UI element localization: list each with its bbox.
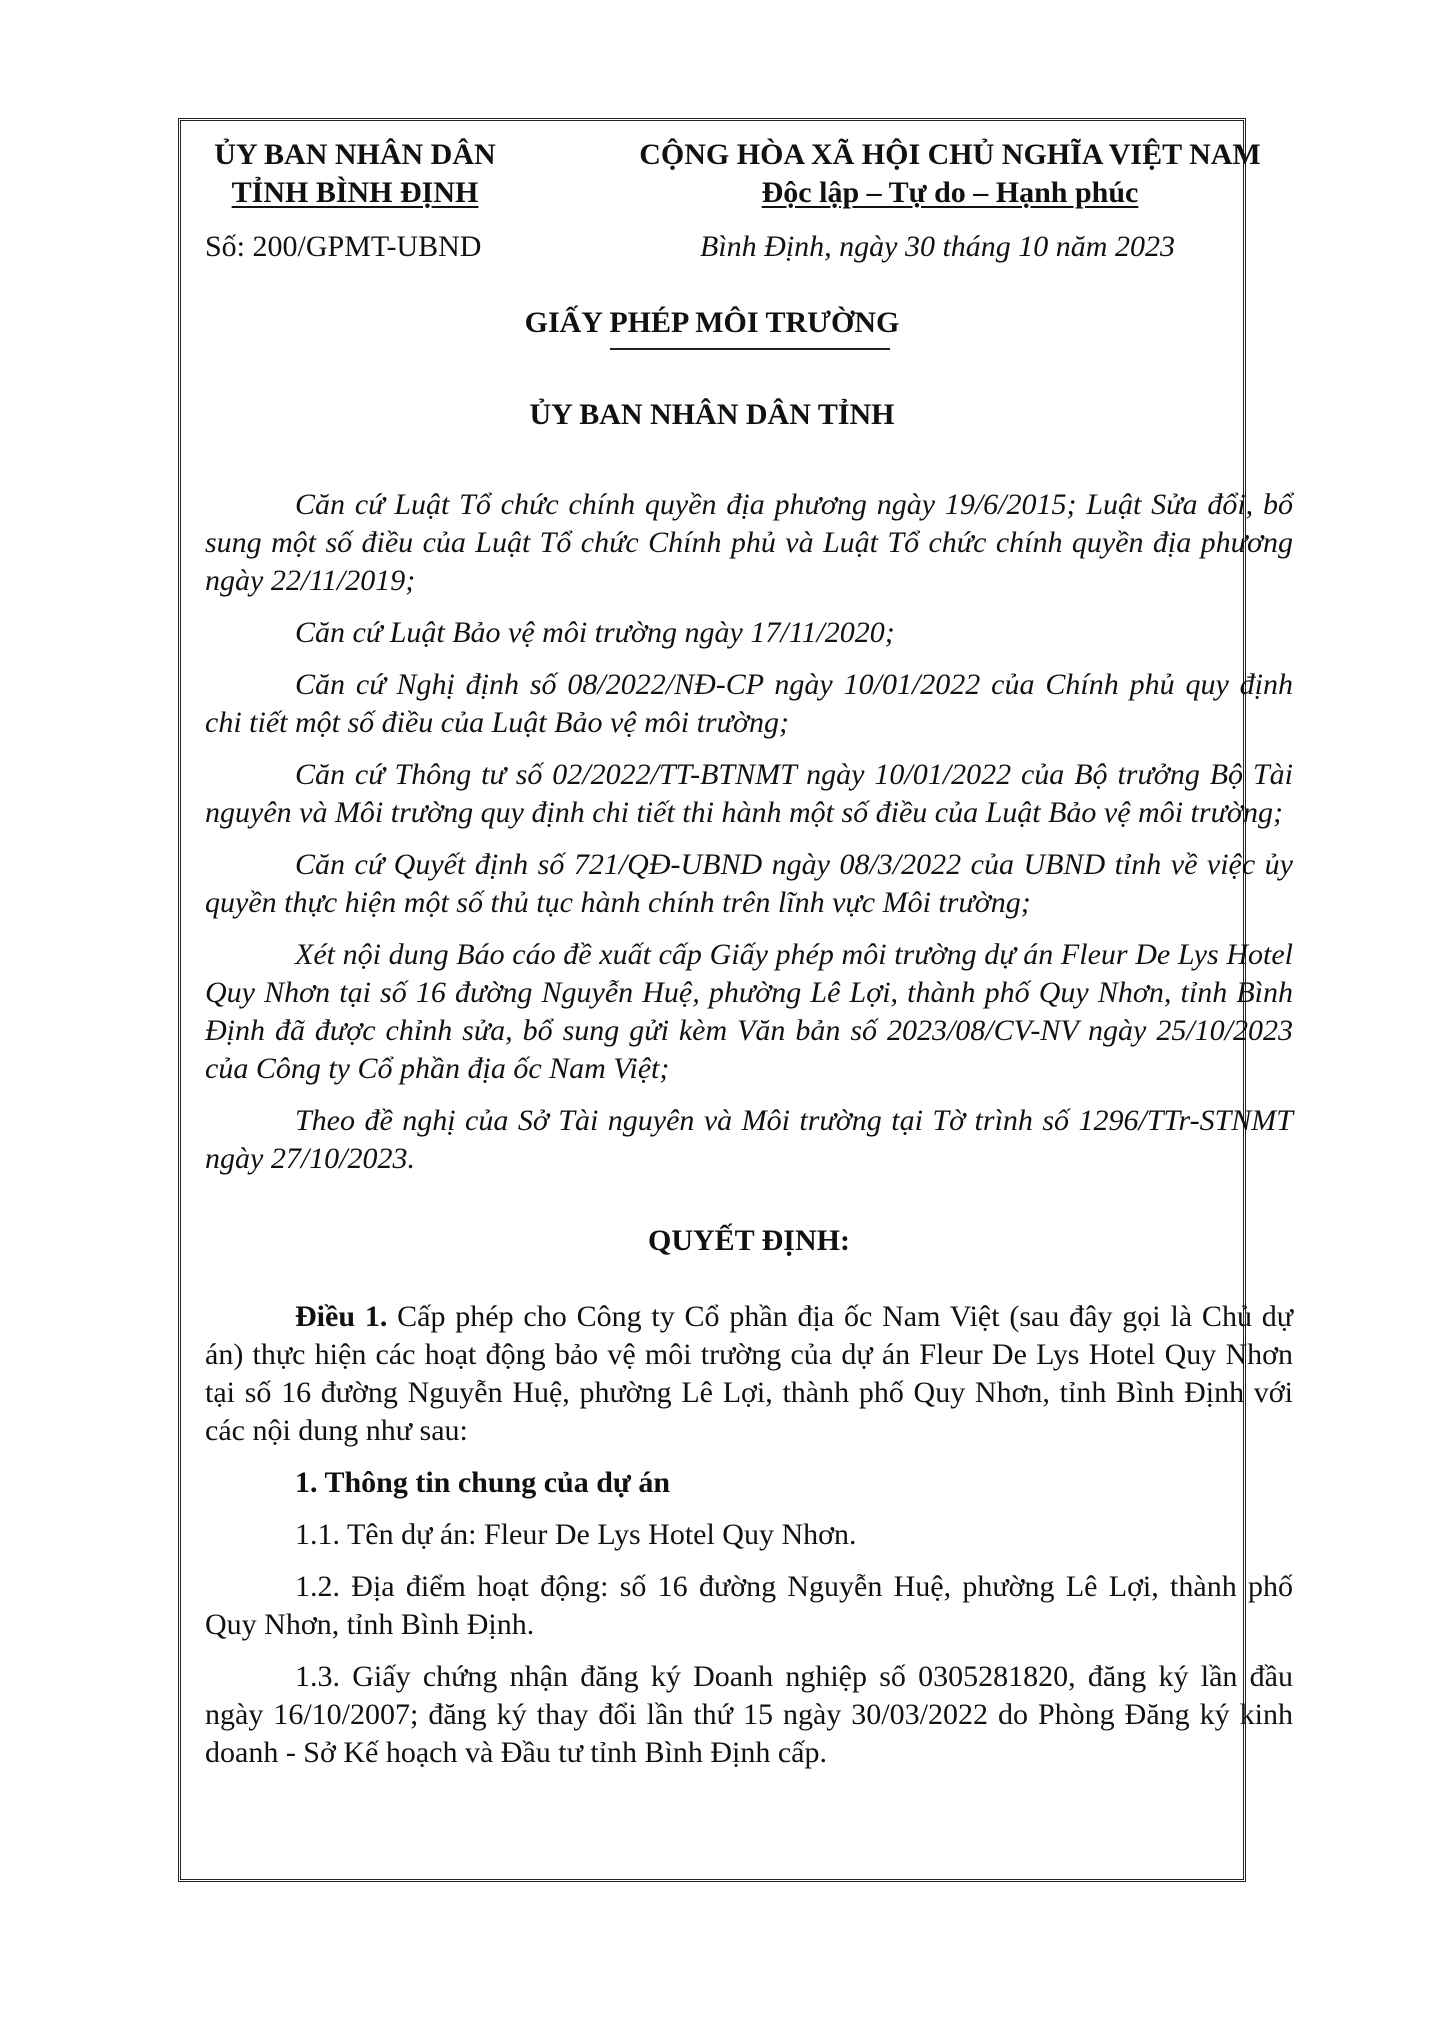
issuer-title: ỦY BAN NHÂN DÂN TỈNH	[529, 398, 895, 431]
document-date: Bình Định, ngày 30 tháng 10 năm 2023	[700, 230, 1175, 263]
preamble-6: Xét nội dung Báo cáo đề xuất cấp Giấy phép môi trường dự án Fleur De Lys Hotel Quy Nhơn tại số 16 đường Nguyễn Huệ, phường Lê Lợi, thành phố Quy Nhơn, tỉnh Bình Định đã được chỉnh sửa, bổ sung gửi kèm Văn bản số 2023/08/CV-NV ngày 25/10/2023 của Công ty Cổ phần địa ốc Nam Việt;	[205, 938, 1293, 1085]
section-1-heading: 1. Thông tin chung của dự án	[295, 1466, 671, 1499]
preamble-5: Căn cứ Quyết định số 721/QĐ-UBND ngày 08/3/2022 của UBND tỉnh về việc ủy quyền thực hiện một số thủ tục hành chính trên lĩnh vực Môi trường;	[205, 848, 1293, 919]
decision-heading: QUYẾT ĐỊNH:	[648, 1224, 850, 1257]
preamble-1: Căn cứ Luật Tổ chức chính quyền địa phương ngày 19/6/2015; Luật Sửa đổi, bổ sung một số điều của Luật Tổ chức Chính phủ và Luật Tổ chức chính quyền địa phương ngày 22/11/2019;	[205, 488, 1293, 597]
document-title: GIẤY PHÉP MÔI TRƯỜNG	[524, 306, 900, 339]
section-1-item-3: 1.3. Giấy chứng nhận đăng ký Doanh nghiệp số 0305281820, đăng ký lần đầu ngày 16/10/2007; đăng ký thay đổi lần thứ 15 ngày 30/03/2022 do Phòng Đăng ký kinh doanh - Sở Kế hoạch và Đầu tư tỉnh Bình Định cấp.	[205, 1660, 1293, 1769]
preamble-3: Căn cứ Nghị định số 08/2022/NĐ-CP ngày 10/01/2022 của Chính phủ quy định chi tiết một số điều của Luật Bảo vệ môi trường;	[205, 668, 1293, 739]
title-underline	[610, 348, 890, 350]
section-1-item-2: 1.2. Địa điểm hoạt động: số 16 đường Nguyễn Huệ, phường Lê Lợi, thành phố Quy Nhơn, tỉnh Bình Định.	[205, 1570, 1293, 1641]
preamble-7: Theo đề nghị của Sở Tài nguyên và Môi trường tại Tờ trình số 1296/TTr-STNMT ngày 27/10/2023.	[205, 1104, 1293, 1175]
issuer-line-2: TỈNH BÌNH ĐỊNH	[231, 176, 479, 209]
national-title: CỘNG HÒA XÃ HỘI CHỦ NGHĨA VIỆT NAM	[639, 138, 1261, 171]
issuer-header	[200, 136, 510, 212]
issuer-line-1: ỦY BAN NHÂN DÂN	[214, 138, 496, 171]
preamble-2: Căn cứ Luật Bảo vệ môi trường ngày 17/11/2020;	[295, 616, 895, 649]
section-1-item-1: 1.1. Tên dự án: Fleur De Lys Hotel Quy Nhơn.	[295, 1518, 857, 1551]
article-1-label: Điều 1.	[295, 1300, 388, 1333]
article-1-text: Cấp phép cho Công ty Cổ phần địa ốc Nam Việt (sau đây gọi là Chủ dự án) thực hiện các hoạt động bảo vệ môi trường của dự án Fleur De Lys Hotel Quy Nhơn tại số 16 đường Nguyễn Huệ, phường Lê Lợi, thành phố Quy Nhơn, tỉnh Bình Định với các nội dung như sau:	[205, 1300, 1294, 1447]
national-header	[600, 136, 1300, 212]
preamble-4: Căn cứ Thông tư số 02/2022/TT-BTNMT ngày 10/01/2022 của Bộ trưởng Bộ Tài nguyên và Môi trường quy định chi tiết thi hành một số điều của Luật Bảo vệ môi trường;	[205, 758, 1293, 829]
article-1	[205, 1298, 1293, 1450]
national-motto: Độc lập – Tự do – Hạnh phúc	[761, 176, 1139, 209]
document-number: Số: 200/GPMT-UBND	[205, 230, 482, 263]
document-body	[205, 486, 1293, 1786]
